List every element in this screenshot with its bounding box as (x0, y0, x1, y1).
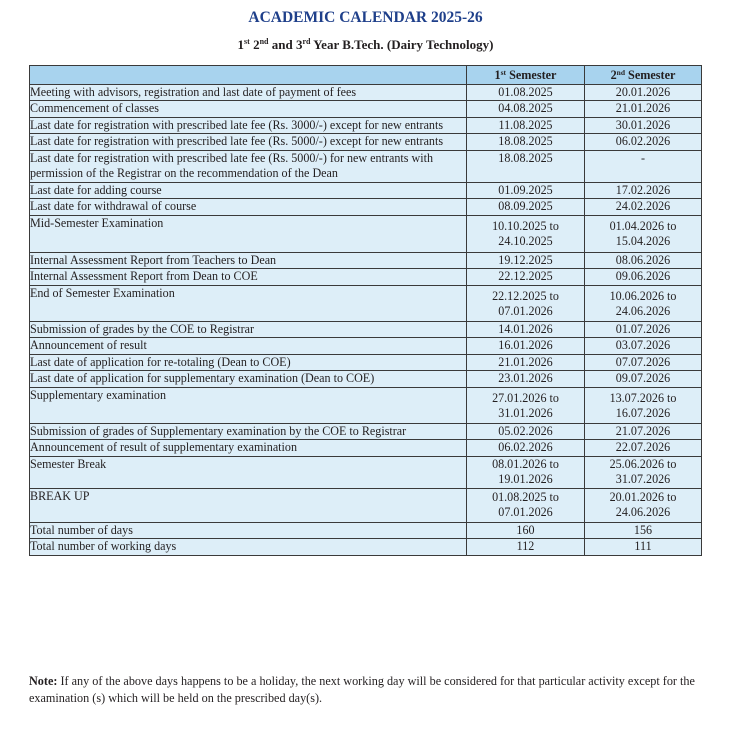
table-row (30, 84, 702, 101)
sem2-cell: 01.07.2026 (585, 321, 702, 338)
sem2-cell: 24.02.2026 (585, 199, 702, 216)
header-sem2: 2nd Semester (585, 66, 702, 85)
sem1-cell: 23.01.2026 (467, 371, 585, 388)
table-row (30, 456, 702, 488)
activity-cell: End of Semester Examination (30, 285, 467, 321)
activity-cell: Announcement of result (30, 338, 467, 355)
activity-cell: Submission of grades by the COE to Registrar (30, 321, 467, 338)
table-row (30, 134, 702, 151)
page-subtitle: 1st 2nd and 3rd Year B.Tech. (Dairy Technology) (237, 37, 494, 52)
note-text: If any of the above days happens to be a holiday, the next working day will be considered for that particular activity except for the examination (s) which will be held on the prescribed day(s). (29, 674, 695, 705)
sem1-cell: 01.09.2025 (467, 182, 585, 199)
sem1-cell: 18.08.2025 (467, 134, 585, 151)
sem1-cell: 05.02.2026 (467, 423, 585, 440)
activity-cell: Total number of days (30, 522, 467, 539)
header-sem1: 1st Semester (467, 66, 585, 85)
sem1-cell: 27.01.2026 to 31.01.2026 (467, 387, 585, 423)
sem1-cell: 19.12.2025 (467, 252, 585, 269)
table-row (30, 199, 702, 216)
sem2-cell: 17.02.2026 (585, 182, 702, 199)
table-row (30, 440, 702, 457)
sem2-cell: 07.07.2026 (585, 354, 702, 371)
activity-cell: Commencement of classes (30, 101, 467, 118)
footnote (29, 673, 709, 707)
activity-cell: Announcement of result of supplementary examination (30, 440, 467, 457)
sem1-cell: 08.01.2026 to 19.01.2026 (467, 456, 585, 488)
activity-cell: Last date for registration with prescribed late fee (Rs. 5000/-) for new entrants with permission of the Registrar on the recommendation of the Dean (30, 150, 467, 182)
table-row (30, 182, 702, 199)
table-row (30, 387, 702, 423)
sem2-cell: 21.01.2026 (585, 101, 702, 118)
header-activity (30, 66, 467, 85)
sem1-cell: 11.08.2025 (467, 117, 585, 134)
activity-cell: Last date for registration with prescribed late fee (Rs. 5000/-) except for new entrants (30, 134, 467, 151)
activity-cell: Mid-Semester Examination (30, 215, 467, 252)
sem2-cell: 01.04.2026 to 15.04.2026 (585, 215, 702, 252)
sem2-cell: 156 (585, 522, 702, 539)
note-label: Note: (29, 674, 58, 688)
page-title: ACADEMIC CALENDAR 2025-26 (248, 9, 483, 26)
sem2-cell: 30.01.2026 (585, 117, 702, 134)
table-row (30, 269, 702, 286)
sem2-cell: 10.06.2026 to 24.06.2026 (585, 285, 702, 321)
table-row (30, 522, 702, 539)
sem1-cell: 01.08.2025 (467, 84, 585, 101)
table-row (30, 371, 702, 388)
table-row (30, 423, 702, 440)
sem1-cell: 18.08.2025 (467, 150, 585, 182)
table-row (30, 101, 702, 118)
sem1-cell: 10.10.2025 to 24.10.2025 (467, 215, 585, 252)
sem1-cell: 04.08.2025 (467, 101, 585, 118)
sem1-cell: 112 (467, 539, 585, 556)
activity-cell: Last date of application for supplementary examination (Dean to COE) (30, 371, 467, 388)
table-row (30, 252, 702, 269)
activity-cell: BREAK UP (30, 488, 467, 522)
activity-cell: Meeting with advisors, registration and last date of payment of fees (30, 84, 467, 101)
activity-cell: Supplementary examination (30, 387, 467, 423)
sem1-cell: 14.01.2026 (467, 321, 585, 338)
sem2-cell: 22.07.2026 (585, 440, 702, 457)
activity-cell: Last date for withdrawal of course (30, 199, 467, 216)
sem1-cell: 160 (467, 522, 585, 539)
sem2-cell: 25.06.2026 to 31.07.2026 (585, 456, 702, 488)
activity-cell: Total number of working days (30, 539, 467, 556)
sem2-cell: 08.06.2026 (585, 252, 702, 269)
sem2-cell: 09.06.2026 (585, 269, 702, 286)
table-row (30, 321, 702, 338)
sem2-cell: 20.01.2026 (585, 84, 702, 101)
table-row (30, 338, 702, 355)
table-row (30, 488, 702, 522)
sem2-cell: 03.07.2026 (585, 338, 702, 355)
activity-cell: Internal Assessment Report from Dean to COE (30, 269, 467, 286)
calendar-table (29, 65, 702, 556)
sem1-cell: 21.01.2026 (467, 354, 585, 371)
sem1-cell: 16.01.2026 (467, 338, 585, 355)
activity-cell: Last date of application for re-totaling (Dean to COE) (30, 354, 467, 371)
activity-cell: Internal Assessment Report from Teachers to Dean (30, 252, 467, 269)
activity-cell: Last date for adding course (30, 182, 467, 199)
table-header-row (30, 66, 702, 85)
table-row (30, 285, 702, 321)
table-row (30, 150, 702, 182)
sem1-cell: 01.08.2025 to 07.01.2026 (467, 488, 585, 522)
sem1-cell: 06.02.2026 (467, 440, 585, 457)
sem2-cell: 20.01.2026 to 24.06.2026 (585, 488, 702, 522)
sem2-cell: 06.02.2026 (585, 134, 702, 151)
table-row (30, 215, 702, 252)
sem2-cell: 111 (585, 539, 702, 556)
activity-cell: Last date for registration with prescribed late fee (Rs. 3000/-) except for new entrants (30, 117, 467, 134)
activity-cell: Semester Break (30, 456, 467, 488)
table-row (30, 117, 702, 134)
sem1-cell: 08.09.2025 (467, 199, 585, 216)
sem2-cell: 13.07.2026 to 16.07.2026 (585, 387, 702, 423)
sem2-cell: 09.07.2026 (585, 371, 702, 388)
sem2-cell: - (585, 150, 702, 182)
sem2-cell: 21.07.2026 (585, 423, 702, 440)
table-row (30, 539, 702, 556)
activity-cell: Submission of grades of Supplementary examination by the COE to Registrar (30, 423, 467, 440)
table-row (30, 354, 702, 371)
sem1-cell: 22.12.2025 to 07.01.2026 (467, 285, 585, 321)
sem1-cell: 22.12.2025 (467, 269, 585, 286)
